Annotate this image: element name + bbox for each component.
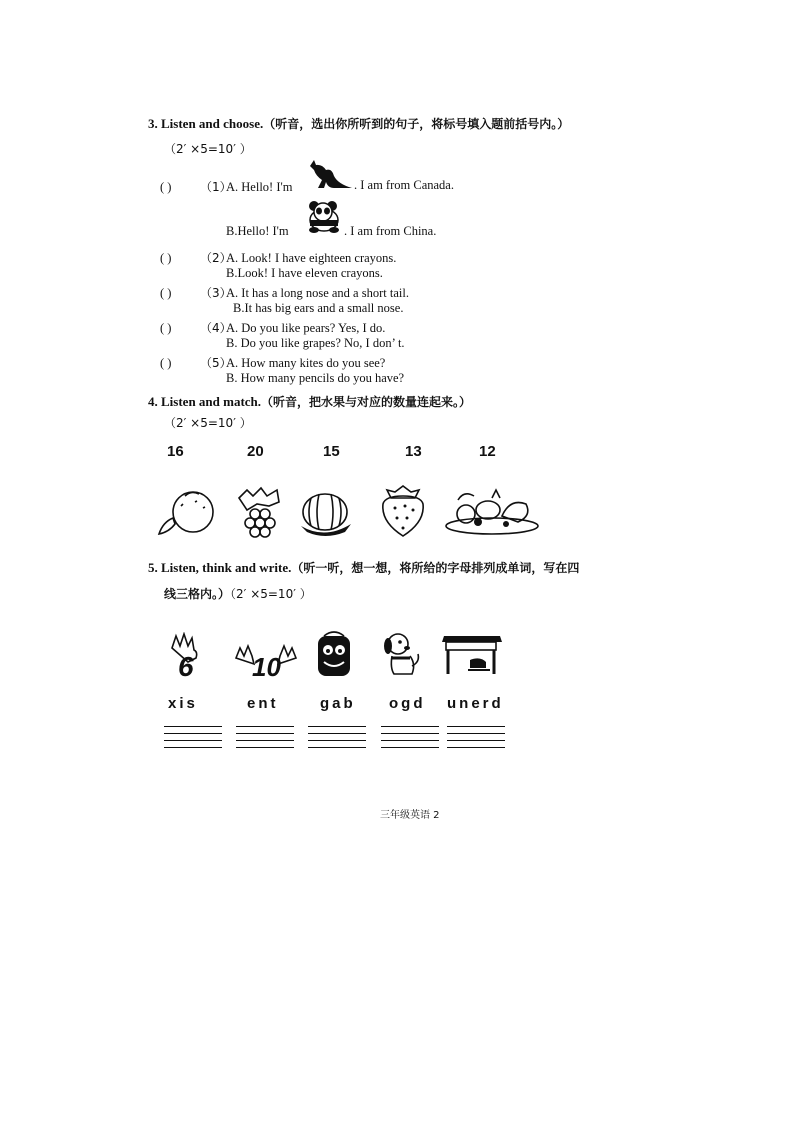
answer-bracket[interactable]: ( ) [160, 180, 172, 194]
q5-title [148, 559, 579, 576]
desk-icon [440, 630, 504, 676]
svg-text:6: 6 [178, 651, 194, 680]
q3-item-1a-tail: . I am from Canada. [354, 178, 454, 192]
count-16[interactable]: 16 [167, 443, 184, 460]
count-15[interactable]: 15 [323, 443, 340, 460]
q3-title-cn: （听音，选出你所听到的句子，将标号填入题前括号内。） [263, 117, 570, 131]
panda-icon [302, 198, 346, 234]
word-unerd: unerd [447, 695, 504, 712]
dog-icon [380, 630, 422, 678]
ten-hands-icon [234, 638, 298, 680]
orange-icon[interactable] [155, 488, 219, 538]
word-ent: ent [247, 695, 279, 712]
item-number: （3） [200, 286, 232, 300]
word-xis: xis [168, 695, 198, 712]
q5-title-cn: （听一听，想一想，将所给的字母排列成单词，写在四 [291, 561, 580, 575]
q4-score: （2′ ×5=10′ ） [164, 416, 252, 430]
answer-bracket[interactable]: ( ) [160, 321, 172, 335]
item-number: （1） [200, 180, 232, 194]
option-a: A. Hello! I'm [226, 180, 293, 194]
item-number: （4） [200, 321, 232, 335]
page-footer: 三年级英语 2 [380, 810, 440, 821]
writing-lines-1[interactable] [164, 726, 222, 754]
answer-bracket[interactable]: ( ) [160, 286, 172, 300]
q3-item-2a [160, 249, 396, 266]
q5-title-cn2: 线三格内。） [164, 587, 231, 601]
q3-item-3a [160, 284, 409, 301]
strawberry-icon[interactable] [375, 484, 431, 538]
writing-lines-2[interactable] [236, 726, 294, 754]
writing-lines-3[interactable] [308, 726, 366, 754]
option-a: A. It has a long nose and a short tail. [226, 286, 409, 300]
q3-title [148, 115, 569, 132]
option-a: A. Do you like pears? Yes, I do. [226, 321, 386, 335]
writing-lines-4[interactable] [381, 726, 439, 754]
fruit-plate-icon[interactable] [444, 488, 540, 536]
grapes-icon[interactable] [233, 486, 289, 540]
q5-title-line2 [164, 585, 312, 602]
q3-item-4b: B. Do you like grapes? No, I don’ t. [226, 336, 405, 350]
q3-item-5a [160, 354, 385, 371]
q4-title [148, 393, 471, 410]
six-hand-icon [166, 632, 212, 680]
count-13[interactable]: 13 [405, 443, 422, 460]
q5-score: （2′ ×5=10′ ） [230, 587, 312, 601]
item-number: （2） [200, 251, 232, 265]
q3-item-1b-tail: . I am from China. [344, 224, 437, 238]
bag-icon [314, 630, 354, 680]
svg-text:10: 10 [252, 652, 281, 680]
count-20[interactable]: 20 [247, 443, 264, 460]
answer-bracket[interactable]: ( ) [160, 251, 172, 265]
answer-bracket[interactable]: ( ) [160, 356, 172, 370]
option-a: A. How many kites do you see? [226, 356, 386, 370]
kangaroo-icon [304, 158, 354, 192]
q3-item-3b: B.It has big ears and a small nose. [233, 301, 404, 315]
q4-title-en: 4. Listen and match. [148, 394, 262, 409]
option-a: A. Look! I have eighteen crayons. [226, 251, 397, 265]
writing-lines-5[interactable] [447, 726, 505, 754]
item-number: （5） [200, 356, 232, 370]
watermelon-icon[interactable] [297, 488, 355, 536]
q3-item-1a [160, 178, 292, 195]
word-ogd: ogd [389, 695, 426, 712]
q3-score: （2′ ×5=10′ ） [164, 142, 252, 156]
q3-item-1b: B.Hello! I'm [226, 224, 289, 238]
q5-title-en: 5. Listen, think and write. [148, 560, 292, 575]
q3-title-en: 3. Listen and choose. [148, 116, 264, 131]
q3-item-5b: B. How many pencils do you have? [226, 371, 405, 385]
q3-item-2b: B.Look! I have eleven crayons. [226, 266, 383, 280]
q4-title-cn: （听音，把水果与对应的数量连起来。） [261, 395, 472, 409]
count-12[interactable]: 12 [479, 443, 496, 460]
q3-item-4a [160, 319, 385, 336]
word-gab: gab [320, 695, 356, 712]
